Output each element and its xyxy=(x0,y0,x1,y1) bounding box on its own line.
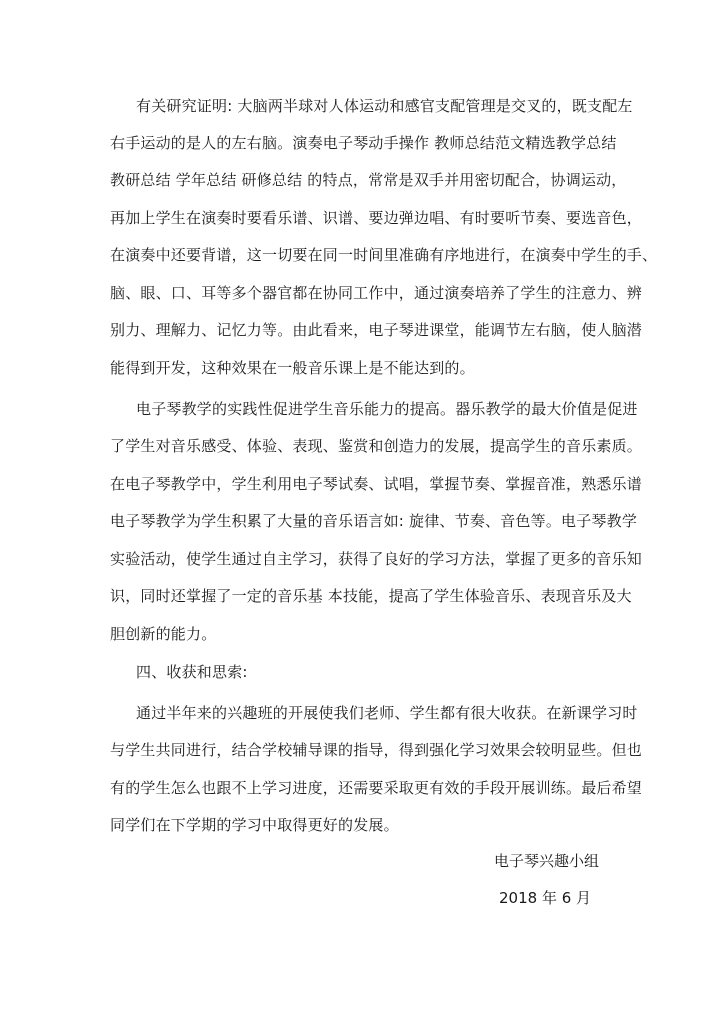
paragraph-1-line-3: 教研总结 学年总结 研修总结 的特点，常常是双手并用密切配合，协调运动， xyxy=(110,171,627,189)
paragraph-1-line-6: 脑、眼、口、耳等多个器官都在协同工作中，通过演奏培养了学生的注意力、辨 xyxy=(110,284,643,302)
paragraph-2-line-4: 电子琴教学为学生积累了大量的音乐语言如: 旋律、节奏、音色等。电子琴教学 xyxy=(110,512,638,530)
paragraph-1-line-5: 在演奏中还要背谱，这一切要在同一时间里准确有序地进行，在演奏中学生的手、 xyxy=(110,246,658,264)
section-heading-4: 四、收获和思索: xyxy=(136,663,248,681)
paragraph-1-line-8: 能得到开发，这种效果在一般音乐课上是不能达到的。 xyxy=(110,359,475,377)
paragraph-3-line-2: 与学生共同进行，结合学校辅导课的指导，得到强化学习效果会较明显些。但也 xyxy=(110,741,643,759)
paragraph-1-line-4: 再加上学生在演奏时要看乐谱、识谱、要边弹边唱、有时要听节奏、要选音色， xyxy=(110,209,643,227)
paragraph-2-line-2: 了学生对音乐感受、体验、表现、鉴赏和创造力的发展，提高学生的音乐素质。 xyxy=(110,437,643,455)
paragraph-3-line-4: 同学们在下学期的学习中取得更好的发展。 xyxy=(110,816,399,834)
paragraph-1-line-2: 右手运动的是人的左右脑。演奏电子琴动手操作 教师总结范文精选教学总结 xyxy=(110,134,617,152)
signature-group: 电子琴兴趣小组 xyxy=(494,852,600,870)
paragraph-3-line-1: 通过半年来的兴趣班的开展使我们老师、学生都有很大收获。在新课学习时 xyxy=(136,704,638,722)
paragraph-2-line-3: 在电子琴教学中，学生利用电子琴试奏、试唱，掌握节奏、掌握音准，熟悉乐谱 xyxy=(110,475,643,493)
paragraph-2-line-1: 电子琴教学的实践性促进学生音乐能力的提高。器乐教学的最大价值是促进 xyxy=(136,400,638,418)
signature-date: 2018 年 6 月 xyxy=(499,889,592,907)
paragraph-2-line-6: 识，同时还掌握了一定的音乐基 本技能，提高了学生体验音乐、表现音乐及大 xyxy=(110,587,632,605)
paragraph-2-line-5: 实验活动，使学生通过自主学习，获得了良好的学习方法，掌握了更多的音乐知 xyxy=(110,550,643,568)
paragraph-1-line-1: 有关研究证明: 大脑两半球对人体运动和感官支配管理是交叉的，既支配左 xyxy=(136,97,633,115)
paragraph-2-line-7: 胆创新的能力。 xyxy=(110,625,217,643)
paragraph-3-line-3: 有的学生怎么也跟不上学习进度，还需要采取更有效的手段开展训练。最后希望 xyxy=(110,779,643,797)
paragraph-1-line-7: 别力、理解力、记忆力等。由此看来，电子琴进课堂，能调节左右脑，使人脑潜 xyxy=(110,321,643,339)
